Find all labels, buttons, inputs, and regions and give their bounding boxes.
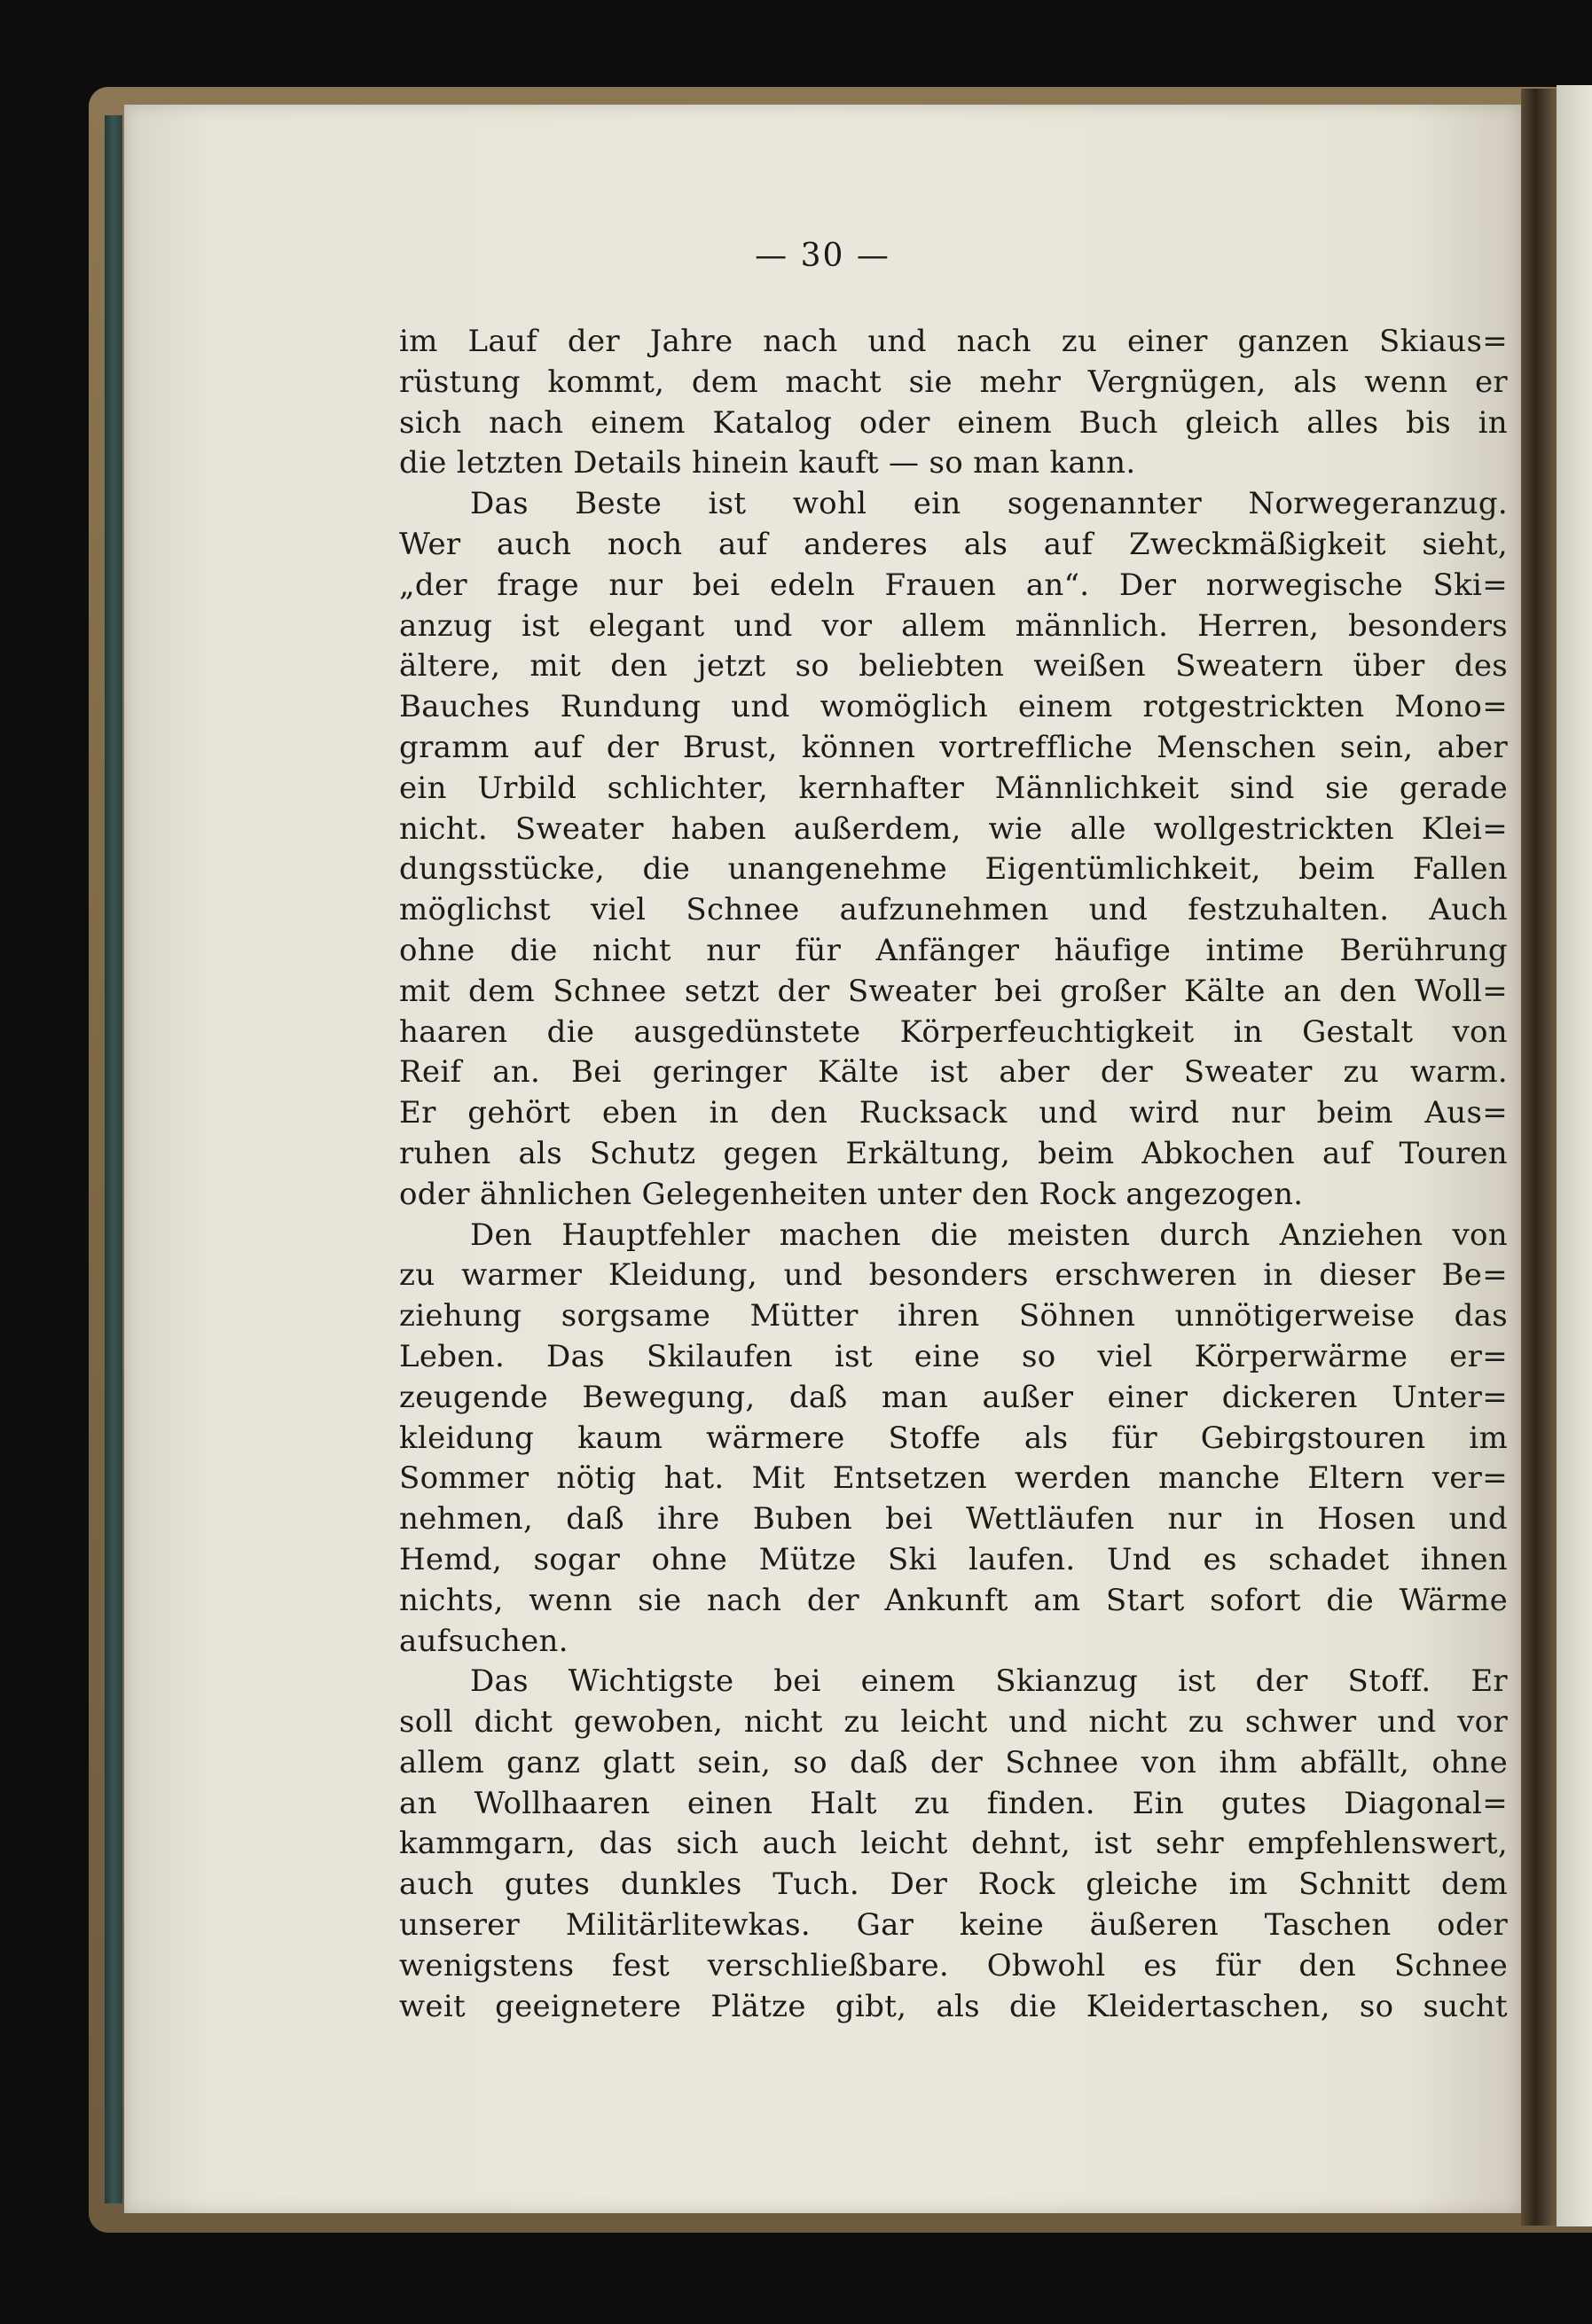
text-line: kleidung kaum wärmere Stoffe als für Gebirgstouren im bbox=[399, 1420, 1508, 1456]
text-line: auch gutes dunkles Tuch. Der Rock gleiche im Schnitt dem bbox=[399, 1866, 1508, 1903]
text-line: dungsstücke, die unangenehme Eigentümlichkeit, beim Fallen bbox=[399, 851, 1508, 888]
body-text bbox=[399, 322, 1508, 2027]
text-line: nehmen, daß ihre Buben bei Wettläufen nur in Hosen und bbox=[399, 1501, 1508, 1538]
text-line: an Wollhaaren einen Halt zu finden. Ein gutes Diagonal= bbox=[399, 1785, 1508, 1821]
facing-page-edge bbox=[1557, 85, 1592, 2226]
text-line: Bauches Rundung und womöglich einem rotgestrickten Mono= bbox=[399, 689, 1508, 725]
text-line: Wer auch noch auf anderes als auf Zweckmäßigkeit sieht, bbox=[399, 526, 1508, 562]
text-line: Hemd, sogar ohne Mütze Ski laufen. Und es schadet ihnen bbox=[399, 1541, 1508, 1577]
text-line: mit dem Schnee setzt der Sweater bei großer Kälte an den Woll= bbox=[399, 973, 1508, 1009]
text-line: Sommer nötig hat. Mit Entsetzen werden manche Eltern ver= bbox=[399, 1460, 1508, 1497]
text-line: anzug ist elegant und vor allem männlich. Herren, besonders bbox=[399, 607, 1508, 644]
text-line: sich nach einem Katalog oder einem Buch gleich alles bis in bbox=[399, 404, 1508, 441]
book-spine-strip bbox=[105, 115, 122, 2203]
text-line: kammgarn, das sich auch leicht dehnt, ist sehr empfehlenswert, bbox=[399, 1826, 1508, 1862]
text-line: ein Urbild schlichter, kernhafter Männlichkeit sind sie gerade bbox=[399, 770, 1508, 806]
text-line: soll dicht gewoben, nicht zu leicht und nicht zu schwer und vor bbox=[399, 1704, 1508, 1741]
text-line: ohne die nicht nur für Anfänger häufige intime Berührung bbox=[399, 932, 1508, 968]
text-line: die letzten Details hinein kauft — so man kann. bbox=[399, 445, 1136, 481]
text-line: „der frage nur bei edeln Frauen an“. Der norwegische Ski= bbox=[399, 567, 1508, 603]
text-line: haaren die ausgedünstete Körperfeuchtigkeit in Gestalt von bbox=[399, 1013, 1508, 1050]
text-line: Reif an. Bei geringer Kälte ist aber der Sweater zu warm. bbox=[399, 1054, 1508, 1091]
text-line: ältere, mit den jetzt so beliebten weißen Sweatern über des bbox=[399, 648, 1508, 685]
text-line: ruhen als Schutz gegen Erkältung, beim Abkochen auf Touren bbox=[399, 1135, 1508, 1171]
text-line: nicht. Sweater haben außerdem, wie alle wollgestrickten Klei= bbox=[399, 810, 1508, 847]
text-line: oder ähnlichen Gelegenheiten unter den Rock angezogen. bbox=[399, 1176, 1304, 1212]
text-line: möglichst viel Schnee aufzunehmen und festzuhalten. Auch bbox=[399, 892, 1508, 928]
text-line: Er gehört eben in den Rucksack und wird nur beim Aus= bbox=[399, 1095, 1508, 1131]
text-line: unserer Militärlitewkas. Gar keine äußeren Taschen oder bbox=[399, 1907, 1508, 1944]
text-line: im Lauf der Jahre nach und nach zu einer ganzen Skiaus= bbox=[399, 324, 1508, 359]
text-line: Das Wichtigste bei einem Skianzug ist der Stoff. Er bbox=[470, 1663, 1508, 1700]
text-line: zeugende Bewegung, daß man außer einer dickeren Unter= bbox=[399, 1379, 1508, 1415]
text-line: zu warmer Kleidung, und besonders erschweren in dieser Be= bbox=[399, 1257, 1508, 1294]
text-line: aufsuchen. bbox=[399, 1623, 569, 1659]
text-line: weit geeignetere Plätze gibt, als die Kleidertaschen, so sucht bbox=[399, 1988, 1508, 2024]
text-line: Leben. Das Skilaufen ist eine so viel Körperwärme er= bbox=[399, 1338, 1508, 1374]
text-line: nichts, wenn sie nach der Ankunft am Start sofort die Wärme bbox=[399, 1582, 1508, 1618]
text-line: rüstung kommt, dem macht sie mehr Vergnügen, als wenn er bbox=[399, 364, 1508, 400]
book-page bbox=[124, 105, 1521, 2213]
text-line: gramm auf der Brust, können vortreffliche Menschen sein, aber bbox=[399, 729, 1508, 765]
page-number: — 30 — bbox=[755, 238, 890, 274]
book-gutter bbox=[1521, 89, 1557, 2226]
text-line: Den Hauptfehler machen die meisten durch Anziehen von bbox=[470, 1217, 1508, 1253]
text-line: Das Beste ist wohl ein sogenannter Norwegeranzug. bbox=[470, 486, 1508, 522]
text-line: wenigstens fest verschließbare. Obwohl es für den Schnee bbox=[399, 1947, 1508, 1984]
text-line: allem ganz glatt sein, so daß der Schnee von ihm abfällt, ohne bbox=[399, 1744, 1508, 1780]
text-line: ziehung sorgsame Mütter ihren Söhnen unnötigerweise das bbox=[399, 1298, 1508, 1334]
